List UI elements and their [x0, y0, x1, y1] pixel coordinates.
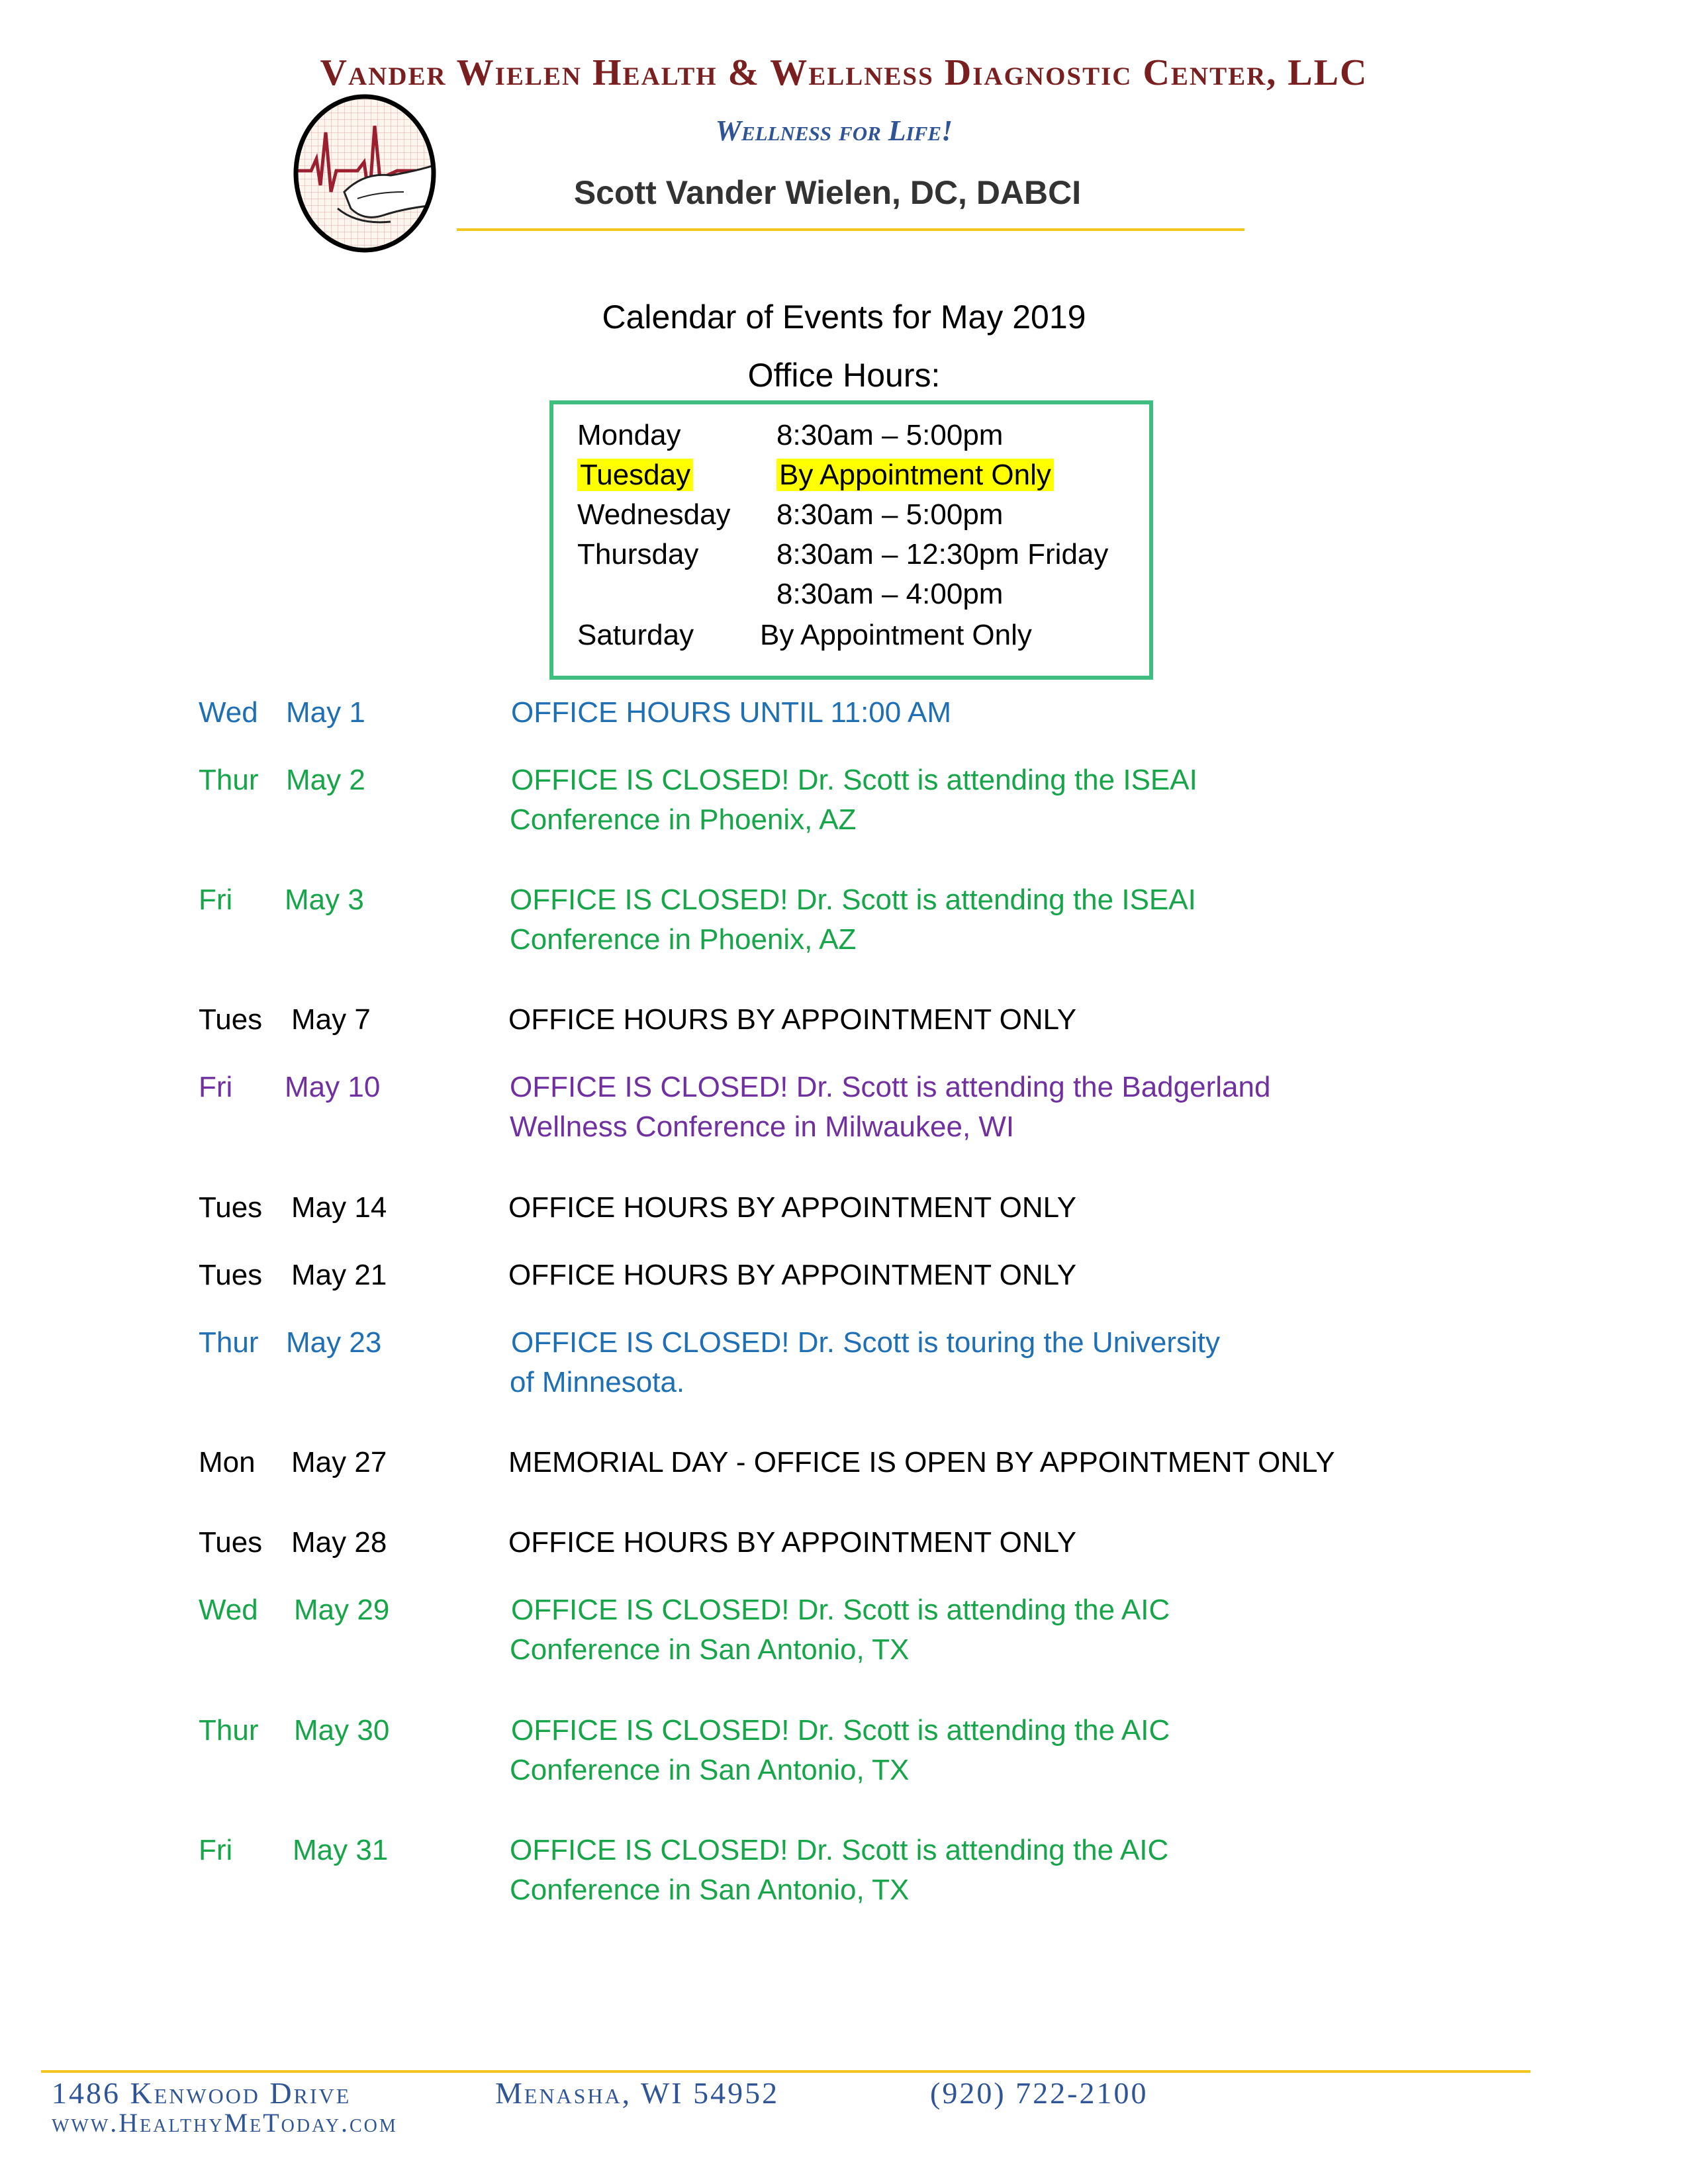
hours-time-highlighted: By Appointment Only [776, 459, 1054, 491]
event-text: OFFICE IS CLOSED! Dr. Scott is attending the ISEAI [510, 884, 1196, 916]
hours-time: 8:30am – 5:00pm [776, 419, 1004, 451]
footer-website[interactable]: www.HealthyMeToday.com [52, 2108, 398, 2138]
tagline: Wellness for Life! [715, 114, 953, 147]
doctor-name: Scott Vander Wielen, DC, DABCI [573, 174, 1082, 211]
footer-city: Menasha, WI 54952 [495, 2076, 780, 2110]
footer-address: 1486 Kenwood Drive [52, 2076, 352, 2110]
event-day: Fri [199, 1071, 233, 1103]
event-day: Tues [199, 1003, 263, 1036]
event-text-continued: Wellness Conference in Milwaukee, WI [510, 1111, 1015, 1143]
event-date: May 7 [291, 1003, 371, 1036]
event-date: May 2 [286, 764, 365, 796]
event-text: OFFICE IS CLOSED! Dr. Scott is attending the ISEAI [511, 764, 1197, 796]
clinic-logo [291, 93, 438, 255]
hours-time: By Appointment Only [760, 619, 1032, 651]
event-day: Thur [199, 1714, 259, 1747]
event-text: OFFICE IS CLOSED! Dr. Scott is touring the University [511, 1326, 1220, 1359]
event-text-continued: Conference in Phoenix, AZ [510, 923, 857, 956]
footer-divider [41, 2070, 1530, 2073]
event-date: May 21 [291, 1259, 387, 1291]
event-text-continued: of Minnesota. [510, 1366, 685, 1398]
event-day: Fri [199, 884, 233, 916]
event-day: Fri [199, 1834, 233, 1866]
office-hours-title: Office Hours: [747, 357, 941, 394]
event-day: Mon [199, 1446, 256, 1479]
event-text: OFFICE IS CLOSED! Dr. Scott is attending the Badgerland [510, 1071, 1271, 1103]
event-day: Tues [199, 1191, 263, 1224]
event-text: OFFICE HOURS UNTIL 11:00 AM [511, 696, 952, 729]
hours-day-highlighted: Tuesday [577, 459, 693, 491]
event-date: May 1 [286, 696, 365, 729]
event-day: Wed [199, 696, 258, 729]
event-date: May 10 [285, 1071, 381, 1103]
event-day: Wed [199, 1594, 258, 1626]
event-text-continued: Conference in San Antonio, TX [510, 1633, 910, 1666]
hours-time: 8:30am – 12:30pm Friday [776, 538, 1109, 570]
event-day: Thur [199, 1326, 259, 1359]
event-day: Tues [199, 1259, 263, 1291]
clinic-name: Vander Wielen Health & Wellness Diagnostic Center, LLC [320, 52, 1368, 93]
event-date: May 23 [286, 1326, 382, 1359]
hours-day: Saturday [577, 619, 694, 651]
event-text-continued: Conference in Phoenix, AZ [510, 803, 857, 836]
event-text: OFFICE IS CLOSED! Dr. Scott is attending the AIC [511, 1714, 1170, 1747]
event-day: Tues [199, 1526, 263, 1559]
event-date: May 27 [291, 1446, 387, 1479]
event-text-continued: Conference in San Antonio, TX [510, 1874, 910, 1906]
office-hours-box [549, 400, 1153, 680]
event-text: OFFICE HOURS BY APPOINTMENT ONLY [508, 1526, 1077, 1559]
hours-day: Wednesday [577, 498, 731, 531]
event-text: OFFICE IS CLOSED! Dr. Scott is attending the AIC [510, 1834, 1169, 1866]
event-date: May 31 [293, 1834, 389, 1866]
hours-time: 8:30am – 5:00pm [776, 498, 1004, 531]
event-text: OFFICE HOURS BY APPOINTMENT ONLY [508, 1191, 1077, 1224]
event-text: OFFICE HOURS BY APPOINTMENT ONLY [508, 1003, 1077, 1036]
event-date: May 14 [291, 1191, 387, 1224]
event-text: MEMORIAL DAY - OFFICE IS OPEN BY APPOINTMENT ONLY [508, 1446, 1335, 1479]
footer-phone: (920) 722-2100 [930, 2076, 1149, 2110]
event-text: OFFICE HOURS BY APPOINTMENT ONLY [508, 1259, 1077, 1291]
event-date: May 3 [285, 884, 364, 916]
event-day: Thur [199, 764, 259, 796]
event-date: May 28 [291, 1526, 387, 1559]
hours-time: 8:30am – 4:00pm [776, 578, 1004, 610]
event-date: May 29 [294, 1594, 390, 1626]
event-text: OFFICE IS CLOSED! Dr. Scott is attending the AIC [511, 1594, 1170, 1626]
event-text-continued: Conference in San Antonio, TX [510, 1754, 910, 1786]
calendar-title: Calendar of Events for May 2019 [602, 298, 1086, 336]
event-date: May 30 [294, 1714, 390, 1747]
header-divider [457, 228, 1244, 231]
hours-day: Thursday [577, 538, 699, 570]
hours-day: Monday [577, 419, 681, 451]
